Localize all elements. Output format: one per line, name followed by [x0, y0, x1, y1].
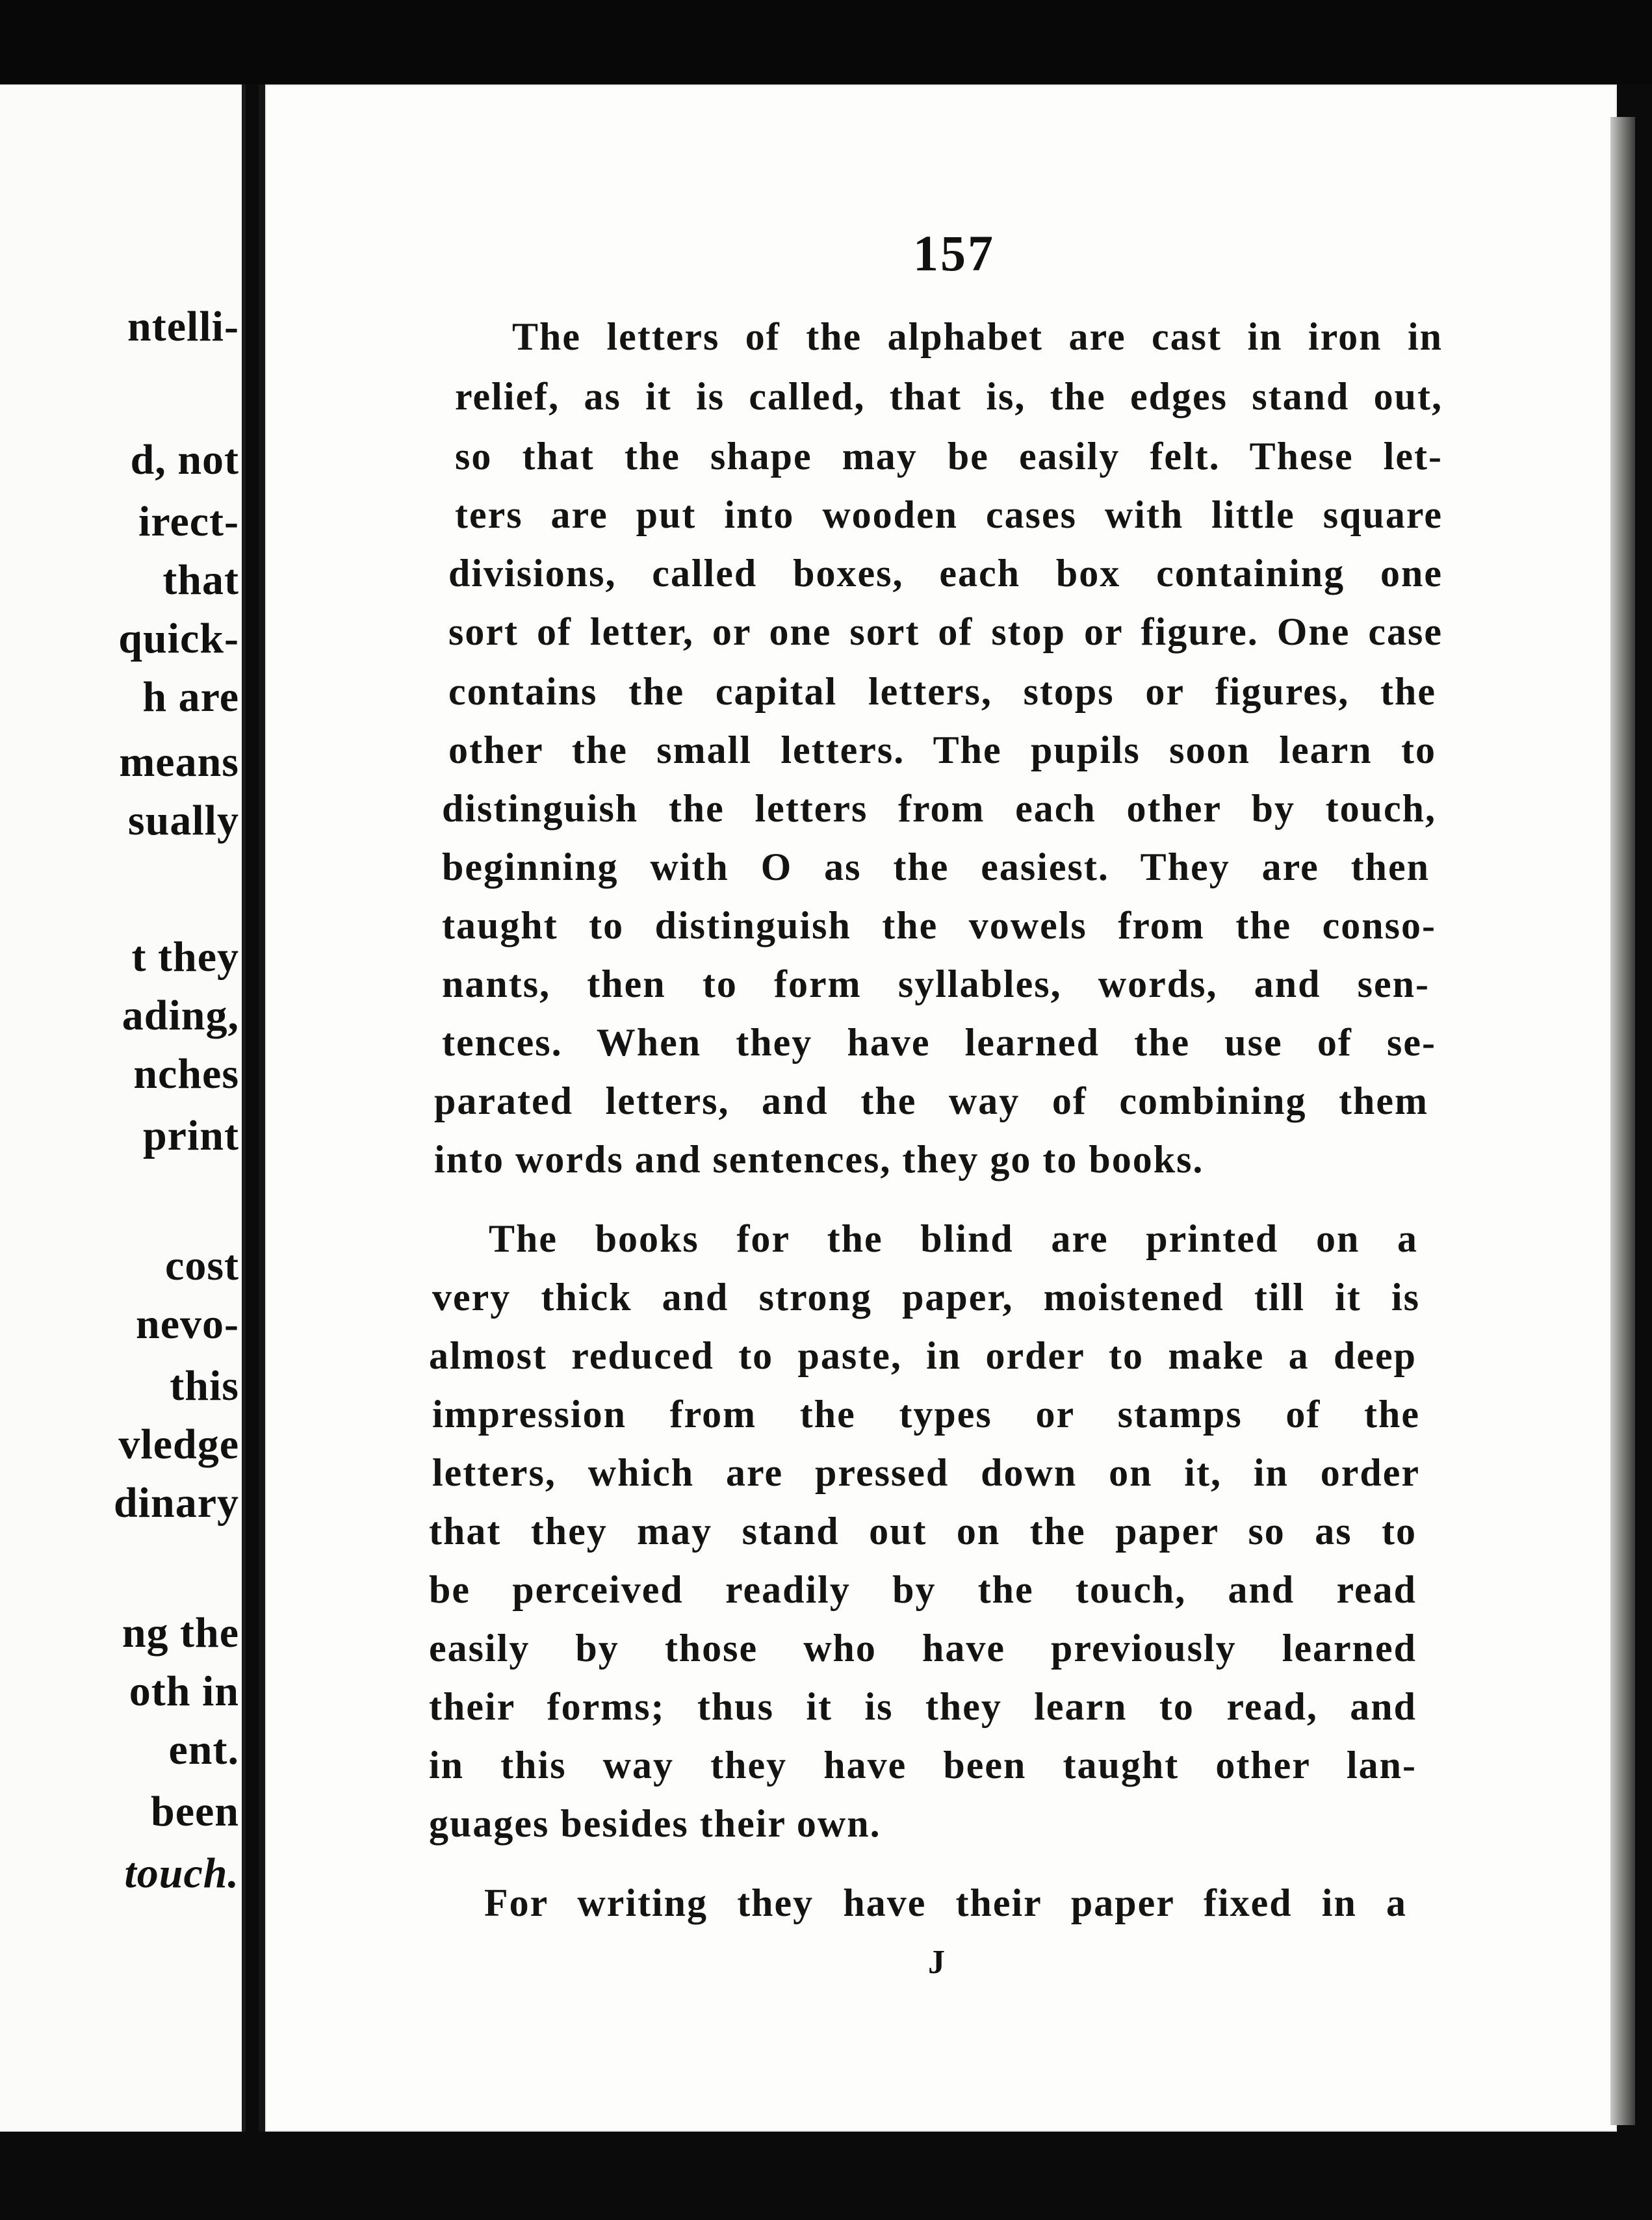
- left-page-line: nches: [133, 1050, 239, 1098]
- text-line: nants, then to form syllables, words, and sen-: [442, 962, 1430, 1005]
- text-line: guages besides their own.: [429, 1802, 881, 1845]
- text-line: contains the capital letters, stops or figures, the: [448, 670, 1436, 713]
- text-line: impression from the types or stamps of the: [432, 1393, 1420, 1436]
- left-page-line: vledge: [118, 1421, 239, 1468]
- left-page-line: ent.: [168, 1726, 239, 1774]
- text-line: letters, which are pressed down on it, in order: [432, 1451, 1420, 1494]
- left-page-line: ading,: [122, 992, 239, 1039]
- text-line: The letters of the alphabet are cast in iron in: [512, 315, 1443, 358]
- scan-background: [0, 0, 1652, 84]
- left-page-line: means: [119, 738, 239, 786]
- left-page-line: h are: [142, 673, 239, 721]
- text-line: ters are put into wooden cases with little square: [455, 493, 1443, 536]
- text-line: distinguish the letters from each other by touch,: [442, 787, 1436, 830]
- left-page-line: print: [142, 1112, 239, 1159]
- text-line: so that the shape may be easily felt. These let-: [455, 435, 1443, 478]
- text-line: tences. When they have learned the use of se-: [442, 1021, 1436, 1064]
- text-line: For writing they have their paper fixed in a: [484, 1881, 1407, 1924]
- left-page-line: ntelli-: [127, 303, 239, 350]
- text-line: their forms; thus it is they learn to read, and: [429, 1685, 1417, 1728]
- text-line: The books for the blind are printed on a: [489, 1217, 1418, 1260]
- signature-mark: J: [928, 1944, 945, 1981]
- text-line: into words and sentences, they go to books.: [434, 1138, 1204, 1181]
- left-page-line: touch.: [124, 1850, 239, 1897]
- page-number: 157: [913, 225, 995, 281]
- left-page: [0, 84, 246, 2132]
- text-line: taught to distinguish the vowels from the conso-: [442, 904, 1436, 947]
- text-line: almost reduced to paste, in order to make a deep: [429, 1334, 1417, 1377]
- page-edge: [1610, 117, 1635, 2125]
- left-page-line: oth in: [129, 1668, 239, 1715]
- left-page-line: been: [151, 1788, 239, 1835]
- text-line: sort of letter, or one sort of stop or figure. One case: [448, 610, 1443, 653]
- text-line: other the small letters. The pupils soon learn to: [448, 729, 1436, 771]
- left-page-line: nevo-: [136, 1300, 239, 1348]
- left-page-line: ng the: [122, 1609, 239, 1657]
- text-line: very thick and strong paper, moistened till it is: [432, 1276, 1420, 1319]
- left-page-line: this: [170, 1362, 239, 1410]
- left-page-line: that: [162, 556, 239, 604]
- left-page-line: quick-: [118, 615, 239, 662]
- text-line: divisions, called boxes, each box containing one: [448, 552, 1443, 595]
- left-page-line: sually: [127, 797, 239, 844]
- text-line: be perceived readily by the touch, and read: [429, 1568, 1417, 1611]
- left-page-line: d, not: [130, 436, 239, 484]
- text-line: easily by those who have previously learned: [429, 1627, 1417, 1670]
- text-line: in this way they have been taught other lan-: [429, 1744, 1417, 1787]
- text-line: beginning with O as the easiest. They are then: [442, 845, 1430, 888]
- left-page-line: t they: [131, 933, 239, 981]
- text-line: that they may stand out on the paper so as to: [429, 1510, 1417, 1553]
- left-page-line: irect-: [138, 498, 239, 545]
- left-page-line: cost: [165, 1242, 239, 1289]
- text-line: parated letters, and the way of combining them: [434, 1079, 1428, 1122]
- left-page-line: dinary: [113, 1479, 239, 1527]
- text-line: relief, as it is called, that is, the edges stand out,: [455, 375, 1443, 418]
